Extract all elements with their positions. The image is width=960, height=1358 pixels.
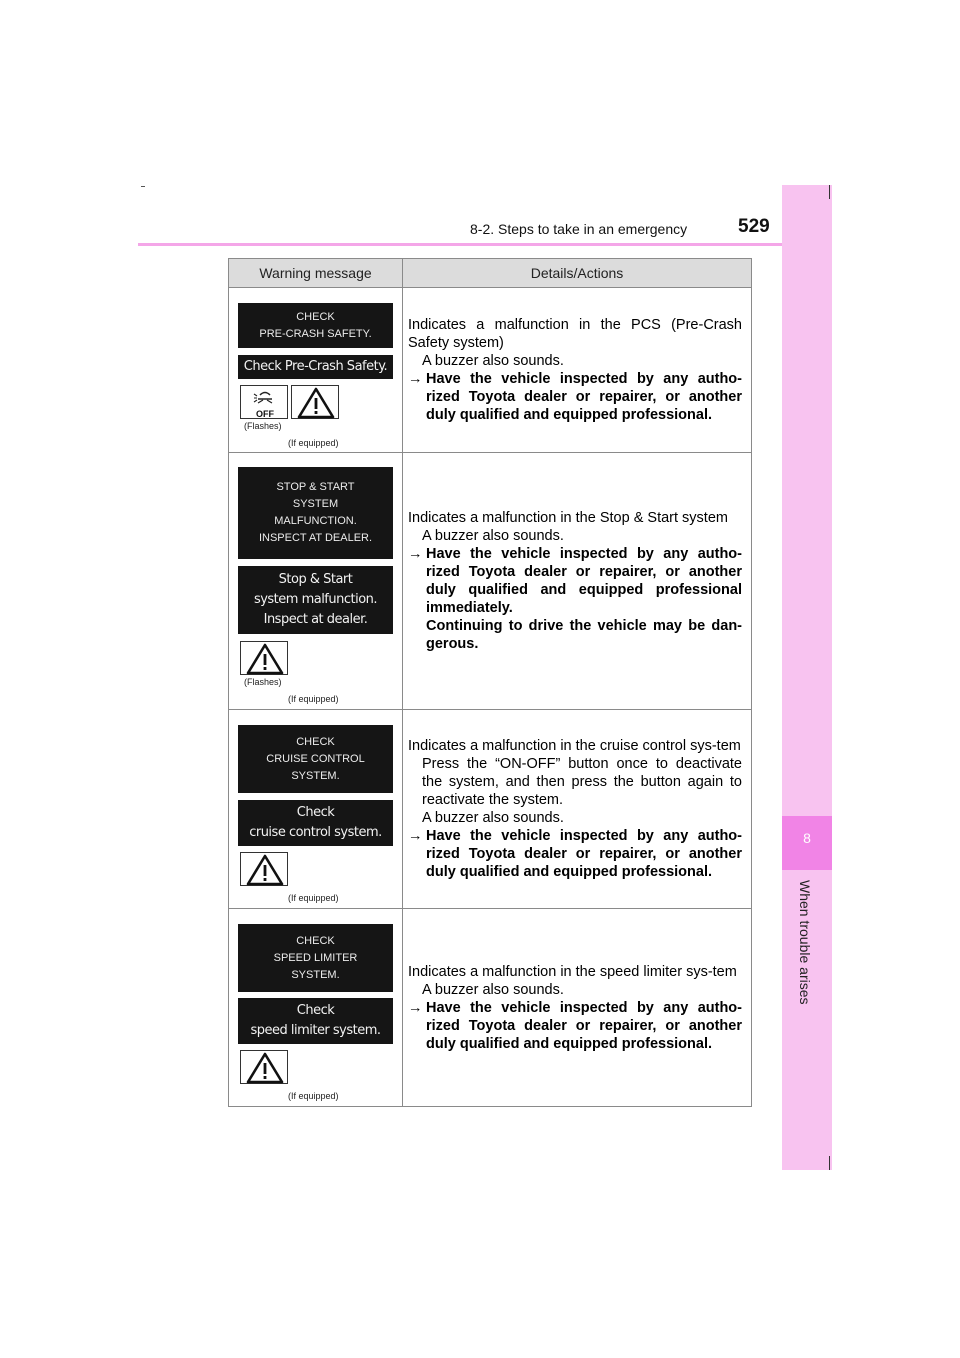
chapter-side-tab [782, 185, 832, 1170]
detail-sub-text: A buzzer also sounds. [422, 353, 564, 369]
svg-text:OFF: OFF [256, 409, 274, 419]
detail-description: Indicates a malfunction in the PCS (Pre-Crash Safety system) [408, 317, 742, 351]
column-header-details-actions: Details/Actions [403, 259, 752, 288]
table-header-row [229, 259, 752, 288]
detail-sub-text: A buzzer also sounds. [422, 810, 564, 826]
side-tab-bottom-mark [829, 1156, 830, 1170]
display-message-alt: Check speed limiter system. [238, 998, 393, 1044]
if-equipped-label: (If equipped) [288, 438, 339, 448]
warning-triangle-icon [241, 853, 289, 887]
header-rule [138, 243, 832, 246]
detail-action: → Have the vehicle inspected by any autho-rized Toyota dealer or repairer, or another duly qualified and equipped professional. [408, 828, 742, 880]
warning-cell [229, 453, 403, 710]
master-warning-indicator [240, 1050, 288, 1084]
column-header-warning-message: Warning message [229, 259, 403, 288]
warning-triangle-icon [292, 386, 340, 420]
detail-action: → Have the vehicle inspected by any autho-rized Toyota dealer or repairer, or another duly qualified and equipped professional. [408, 371, 742, 423]
detail-sub-text: Press the “ON-OFF” button once to deactivate the system, and then press the button again to reactivate the system. [422, 756, 742, 808]
if-equipped-label: (If equipped) [288, 893, 339, 903]
if-equipped-label: (If equipped) [288, 1091, 339, 1101]
details-cell [403, 453, 752, 710]
detail-action-warning: Continuing to drive the vehicle may be dan-gerous. [426, 618, 742, 652]
multi-info-display-message: CHECK CRUISE CONTROL SYSTEM. [238, 725, 393, 793]
warning-triangle-icon [241, 642, 289, 676]
detail-description: Indicates a malfunction in the Stop & Start system [408, 510, 728, 526]
chapter-number: 8 [803, 830, 811, 846]
chapter-title-vertical [797, 880, 818, 1020]
warning-cell [229, 710, 403, 909]
warning-triangle-icon [241, 1051, 289, 1085]
table-row [229, 710, 752, 909]
flashes-label: (Flashes) [244, 677, 282, 687]
details-cell [403, 288, 752, 453]
table-row [229, 909, 752, 1107]
warning-cell [229, 288, 403, 453]
display-message-alt: Check Pre-Crash Safety. [238, 355, 393, 379]
details-cell [403, 909, 752, 1107]
multi-info-display-message: STOP & START SYSTEM MALFUNCTION. INSPECT AT DEALER. [238, 467, 393, 559]
section-title: 8-2. Steps to take in an emergency [470, 221, 688, 237]
detail-sub-text: A buzzer also sounds. [422, 981, 564, 998]
detail-description: Indicates a malfunction in the cruise control sys-tem [408, 738, 741, 754]
detail-action: → Have the vehicle inspected by any autho-rized Toyota dealer or repairer, or another duly qualified and equipped professional. [408, 999, 742, 1052]
details-cell [403, 710, 752, 909]
if-equipped-label: (If equipped) [288, 694, 339, 704]
master-warning-indicator [240, 641, 288, 675]
table-row [229, 453, 752, 710]
multi-info-display-message: CHECK PRE-CRASH SAFETY. [238, 303, 393, 348]
master-warning-indicator [240, 852, 288, 886]
multi-info-display-message: CHECK SPEED LIMITER SYSTEM. [238, 924, 393, 992]
pcs-off-indicator [240, 385, 288, 419]
master-warning-indicator [291, 385, 339, 419]
corner-mark [141, 186, 145, 187]
flashes-label: (Flashes) [244, 421, 282, 431]
page-number: 529 [738, 216, 770, 237]
table-row [229, 288, 752, 453]
display-message-alt: Check cruise control system. [238, 800, 393, 846]
detail-sub-text: A buzzer also sounds. [422, 528, 564, 544]
detail-action: → Have the vehicle inspected by any autho-rized Toyota dealer or repairer, or another duly qualified and equipped professional immediately. [408, 546, 742, 616]
chapter-title: When trouble arises [797, 880, 813, 1005]
detail-description: Indicates a malfunction in the speed limiter sys-tem [408, 963, 737, 980]
pcs-off-icon [241, 386, 289, 420]
warning-message-table [228, 258, 752, 1107]
warning-cell [229, 909, 403, 1107]
side-tab-top-mark [829, 185, 830, 199]
display-message-alt: Stop & Start system malfunction. Inspect at dealer. [238, 566, 393, 634]
